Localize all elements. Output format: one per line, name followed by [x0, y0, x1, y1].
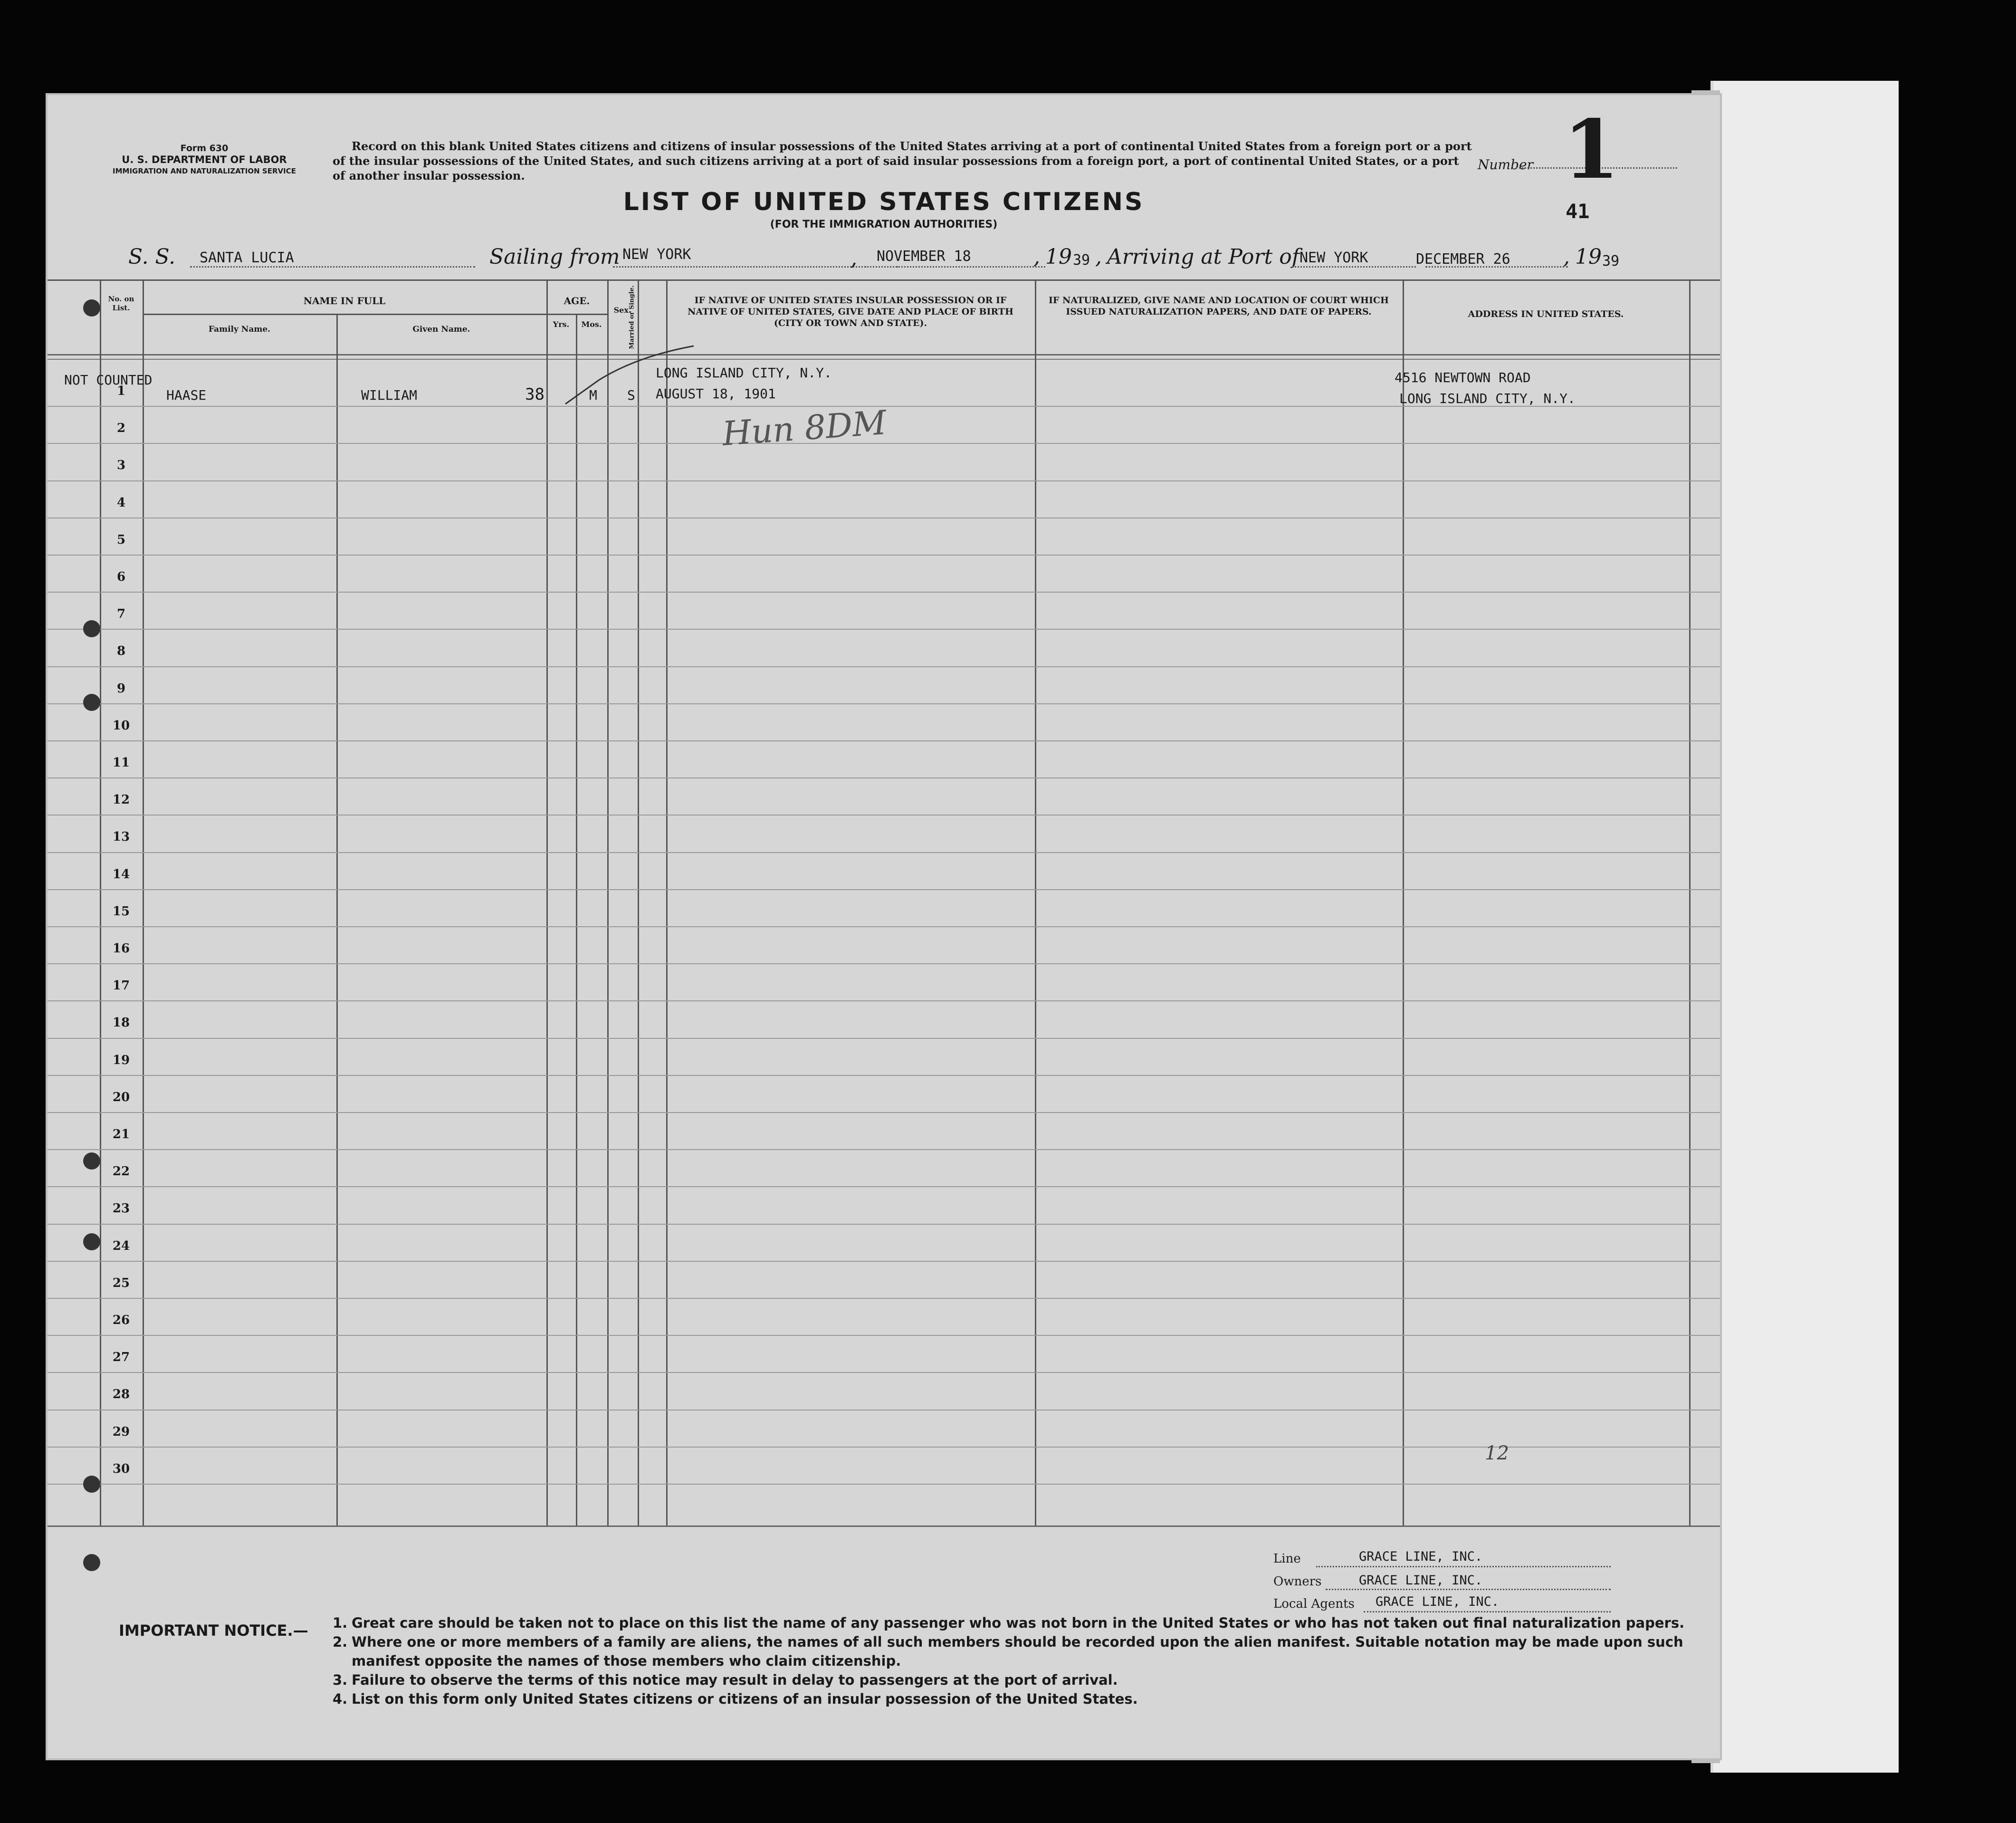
- arriving-label: Arriving at Port of: [1107, 245, 1300, 269]
- row-number: 27: [112, 1350, 130, 1365]
- sail-year: 39: [1073, 252, 1090, 269]
- ship-name: SANTA LUCIA: [200, 249, 294, 266]
- row-rule: [48, 777, 1720, 778]
- header-no-on-list: No. on List.: [108, 295, 134, 312]
- row-rule: [48, 1298, 1720, 1299]
- row-rule: [48, 1000, 1720, 1001]
- row-rule: [48, 1186, 1720, 1187]
- entry-family-name: HAASE: [166, 387, 207, 403]
- row-number: 12: [112, 793, 130, 807]
- row-rule: [48, 555, 1720, 556]
- header-address: ADDRESS IN UNITED STATES.: [1468, 309, 1624, 319]
- header-name-in-full: NAME IN FULL: [303, 295, 386, 307]
- notice-title: IMPORTANT NOTICE.—: [119, 1622, 308, 1640]
- row-number: 4: [116, 495, 126, 510]
- row-number: 29: [112, 1424, 130, 1439]
- table-top-border: [48, 279, 1720, 281]
- header-family-name: Family Name.: [208, 325, 271, 334]
- header-bottom-border: [48, 354, 1720, 355]
- record-instruction: Record on this blank United States citizens and citizens of insular possessions of the United States arriving at a port of continental United States from a foreign port or a port of the insular possessions of the United States, and such citizens arriving at a port of said insular possessions from a foreign port, a port of continental United States, or a port of another insular possession.: [333, 139, 1472, 182]
- row-number: 8: [116, 644, 126, 659]
- row-rule: [48, 1335, 1720, 1336]
- notice-item: 1. Great care should be taken not to place on this list the name of any passenger who was not born in the United States or who has not taken out final naturalization papers.: [333, 1615, 1685, 1631]
- row-rule: [48, 480, 1720, 481]
- table-bottom-border: [48, 1526, 1720, 1527]
- header-mos: Mos.: [581, 320, 602, 329]
- row-number: 26: [112, 1313, 130, 1327]
- ss-label: S. S.: [128, 245, 176, 269]
- notice-list: [333, 1613, 1710, 1708]
- row-rule: [48, 1447, 1720, 1448]
- col-divider-mos: [576, 314, 577, 1526]
- row-rule: [48, 666, 1720, 667]
- row-number: 3: [116, 458, 126, 473]
- row-rule: [48, 443, 1720, 444]
- header-given-name: Given Name.: [412, 325, 470, 334]
- header-married-single: Married or Single.: [628, 285, 636, 349]
- paper-stack-white-sheet: [1710, 81, 1899, 1773]
- arrival-port-underline: [1292, 266, 1416, 268]
- arrival-date: DECEMBER 26: [1416, 251, 1510, 268]
- row-rule: [48, 815, 1720, 816]
- row-number: 28: [112, 1387, 130, 1402]
- form-info: [105, 143, 304, 177]
- row-number: 24: [112, 1238, 130, 1253]
- notice-item: 2. Where one or more members of a family are aliens, the names of all such members should be recorded upon the alien manifest. Suitable notation may be made upon such manifest opposite the names of those members who claim citizenship.: [333, 1634, 1683, 1669]
- col-divider-right: [1689, 279, 1691, 1526]
- notice-item: 3. Failure to observe the terms of this notice may result in delay to passengers at the port of arrival.: [333, 1672, 1118, 1688]
- arrival-year-prefix: 19: [1575, 245, 1602, 269]
- notice-item: 4. List on this form only United States citizens or citizens of an insular possession of the United States.: [333, 1691, 1138, 1707]
- row-rule: [48, 740, 1720, 741]
- owners-label: Owners: [1273, 1574, 1322, 1589]
- row-number: 13: [112, 830, 130, 844]
- entry-birth-date: AUGUST 18, 1901: [656, 386, 776, 402]
- line-value: GRACE LINE, INC.: [1359, 1549, 1483, 1564]
- handwritten-annotation: Hun 8DM: [721, 403, 888, 453]
- punch-hole: [83, 1233, 100, 1250]
- entry-age-yrs: 38: [525, 385, 545, 404]
- sail-year-prefix: 19: [1045, 245, 1072, 269]
- sailing-from: NEW YORK: [622, 246, 691, 263]
- row-number: 15: [112, 904, 130, 919]
- owners-value: GRACE LINE, INC.: [1359, 1573, 1483, 1588]
- entry-given-name: WILLIAM: [361, 387, 418, 403]
- entry-address-line1: 4516 NEWTOWN ROAD: [1395, 370, 1531, 385]
- row-number: 23: [112, 1201, 130, 1216]
- sailing-label: Sailing from: [489, 245, 620, 269]
- row-rule: [48, 1149, 1720, 1150]
- col-divider-native: [666, 279, 668, 1526]
- row-number: 25: [112, 1276, 130, 1290]
- row-rule: [48, 703, 1720, 704]
- row-number: 22: [112, 1164, 130, 1179]
- not-counted-note: NOT COUNTED: [64, 372, 153, 388]
- arrival-year: 39: [1602, 253, 1620, 269]
- header-native: IF NATIVE OF UNITED STATES INSULAR POSSESSION OR IF NATIVE OF UNITED STATES, GIVE DATE AND PLACE OF BIRTH (CITY OR TOWN AND STATE).: [688, 295, 1013, 328]
- sub-number: 41: [1566, 200, 1590, 223]
- sail-date: NOVEMBER 18: [877, 248, 971, 265]
- row-rule: [48, 629, 1720, 630]
- row-number: 14: [112, 867, 130, 882]
- row-rule: [48, 1224, 1720, 1225]
- col-divider-yrs: [546, 279, 548, 1526]
- row-number: 6: [116, 570, 126, 584]
- entry-address-line2: LONG ISLAND CITY, N.Y.: [1399, 391, 1576, 406]
- form-number: Form 630: [180, 143, 229, 154]
- agents-label: Local Agents: [1273, 1597, 1355, 1611]
- punch-hole: [83, 694, 100, 711]
- col-divider-naturalized: [1035, 279, 1036, 1526]
- row-rule: [48, 963, 1720, 964]
- row-rule: [48, 592, 1720, 593]
- entry-marital: S: [627, 387, 635, 403]
- row-rule: [48, 889, 1720, 890]
- row-number: 1: [116, 384, 126, 398]
- page-subtitle: (FOR THE IMMIGRATION AUTHORITIES): [770, 219, 998, 230]
- manifest-page: Form 630 U. S. DEPARTMENT OF LABOR IMMIGRATION AND NATURALIZATION SERVICE Record on this blank United States citizens and citizens of insular possessions of the United States arriving at a port of continental United States from a foreign port or a port of the insular possessions of the United States, and such citizens arriving at a port of said insular possessions from a foreign port, a port of continental United States, or a port of another insular possession. Number 1 41 LIST OF UNITED STATES CITIZENS (FOR THE IMMIGRATION AUTHORITIES) S. S. SANTA LUCIA Sailing from NEW YORK , NOVEMBER 18 , 19 39 , Arriving at Port of NEW YORK DECEMBER 26 , 19 39 No. on List. NAME IN FULL Family Name. Given Name. AGE. Yrs. Mos. Sex. Married or Single. IF NATIVE OF UNITED STATES INSULAR POSSESSION OR IF NATIVE OF UNITED STATES, GIVE DATE AND PLACE OF BIRTH (CITY OR TOWN AND STATE). IF NATURALIZED, GIVE NAME AND LOCATION OF COURT WHICH ISSUED NATURALIZATION PAPERS, AND DATE OF PAPERS. ADDRESS IN UNITED STATES. 1 2 3 4 5 6 7 8 9 10 11 12 13 14 15 16 17 18 19 20 21 22 23 24 25 26 27 28 29 30 NOT COUNTED HAASE WILLIAM 38 M S LONG ISLAND CITY, N.Y. AUGUST 18, 1901 4516 NEWTOWN ROAD LONG ISLAND CITY, N.Y. Hun 8DM 12 Line GRACE LINE, INC. Owners GRACE LINE, INC. Local Agents GRACE LINE, INC. IMPORTANT NOTICE.— 1. Great care should be taken not to place on this list the name of any passenger who was not born in the United States or who has not taken out final naturalization papers. 2. Where one or more members of a family are aliens, the names of all such members should be recorded upon the alien manifest. Suitable notation may be made upon such manifest opposite the names of those members who claim citizenship. 3. Failure to observe the terms of this notice may result in delay to passengers at the port of arrival. 4. List on this form only United States citizens or citizens of an insular possession of the United States.: [48, 95, 1720, 1758]
- page-title: LIST OF UNITED STATES CITIZENS: [623, 188, 1145, 216]
- row-rule: [48, 1112, 1720, 1113]
- row-number: 16: [112, 941, 130, 956]
- row-rule: [48, 1038, 1720, 1039]
- punch-hole: [83, 620, 100, 637]
- row-number: 7: [116, 607, 126, 622]
- header-yrs: Yrs.: [553, 320, 570, 329]
- col-divider-married: [638, 279, 639, 1526]
- row-number: 9: [116, 681, 126, 696]
- punch-hole: [83, 1554, 100, 1571]
- ship-underline: [190, 266, 475, 268]
- col-divider-sex: [607, 279, 609, 1526]
- row-rule: [48, 1075, 1720, 1076]
- row-number: 5: [116, 532, 126, 547]
- header-age: AGE.: [564, 295, 590, 307]
- row-number: 30: [112, 1461, 130, 1476]
- col-divider-address: [1403, 279, 1404, 1526]
- row-rule: [48, 926, 1720, 927]
- row-rule: [48, 1372, 1720, 1373]
- punch-hole: [83, 1152, 100, 1170]
- department: U. S. DEPARTMENT OF LABOR: [122, 154, 287, 165]
- pen-stroke: [551, 342, 703, 409]
- line-label: Line: [1273, 1552, 1301, 1566]
- number-value: 1: [1563, 102, 1620, 197]
- arrival-port: NEW YORK: [1299, 249, 1368, 266]
- punch-hole: [83, 299, 100, 317]
- row-number: 18: [112, 1016, 130, 1030]
- handwritten-mark: 12: [1485, 1442, 1509, 1464]
- col-divider-given: [336, 314, 338, 1526]
- row-number: 11: [112, 756, 130, 770]
- row-number: 20: [112, 1090, 130, 1104]
- col-divider-no: [100, 279, 101, 1526]
- punch-hole: [83, 1476, 100, 1493]
- sail-date-underline: [865, 266, 1045, 268]
- row-number: 19: [112, 1053, 130, 1067]
- header-naturalized: IF NATURALIZED, GIVE NAME AND LOCATION OF COURT WHICH ISSUED NATURALIZATION PAPERS, AND DATE OF PAPERS.: [1049, 295, 1389, 317]
- entry-sex: M: [589, 387, 597, 403]
- number-label: Number: [1478, 157, 1533, 173]
- row-rule: [48, 852, 1720, 853]
- row-number: 21: [112, 1127, 130, 1142]
- header-sex: Sex.: [613, 306, 631, 315]
- row-rule: [48, 1484, 1720, 1485]
- row-number: 2: [116, 421, 126, 436]
- col-divider-family: [143, 279, 144, 1526]
- row-number: 10: [112, 718, 130, 733]
- service: IMMIGRATION AND NATURALIZATION SERVICE: [113, 167, 296, 175]
- row-rule: [48, 1261, 1720, 1262]
- agents-value: GRACE LINE, INC.: [1376, 1594, 1500, 1609]
- row-number: 17: [112, 979, 130, 993]
- entry-birth-place: LONG ISLAND CITY, N.Y.: [656, 365, 832, 381]
